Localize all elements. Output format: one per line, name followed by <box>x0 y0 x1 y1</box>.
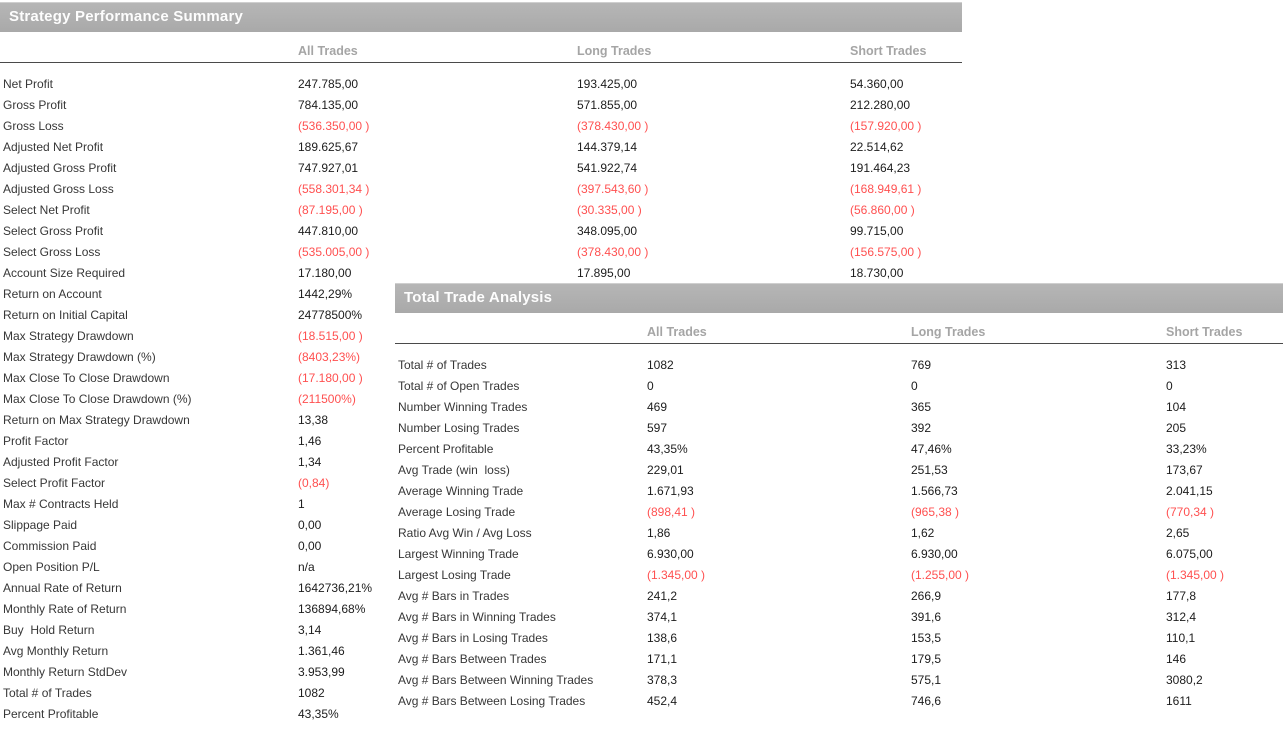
row-value: 6.930,00 <box>911 547 958 561</box>
row-label: Adjusted Profit Factor <box>3 455 119 469</box>
row-value: 3080,2 <box>1166 673 1203 687</box>
row-label: Total # of Open Trades <box>398 379 520 393</box>
table-row <box>395 523 1283 544</box>
row-value: 146 <box>1166 652 1187 666</box>
row-label: Avg # Bars in Winning Trades <box>398 610 556 624</box>
row-value: 1442,29% <box>298 287 353 301</box>
column-headers <box>395 321 1283 344</box>
table-row <box>0 116 962 137</box>
row-value: 3,14 <box>298 623 322 637</box>
row-value: (770,34 ) <box>1166 505 1215 519</box>
row-label: Buy Hold Return <box>3 623 95 637</box>
row-label: Ratio Avg Win / Avg Loss <box>398 526 532 540</box>
column-header-all-trades: All Trades <box>298 44 358 58</box>
table-row <box>395 460 1283 481</box>
row-label: Total # of Trades <box>398 358 487 372</box>
row-value: 747.927,01 <box>298 161 359 175</box>
row-value: 1.566,73 <box>911 484 958 498</box>
row-value: 1,34 <box>298 455 322 469</box>
row-value: (8403,23%) <box>298 350 361 364</box>
row-value: 43,35% <box>647 442 688 456</box>
row-label: Avg Monthly Return <box>3 644 109 658</box>
row-value: 746,6 <box>911 694 942 708</box>
row-value: 1,62 <box>911 526 935 540</box>
row-value: 189.625,67 <box>298 140 359 154</box>
table-row <box>395 481 1283 502</box>
row-label: Number Losing Trades <box>398 421 520 435</box>
row-label: Return on Account <box>3 287 102 301</box>
row-label: Avg # Bars Between Trades <box>398 652 547 666</box>
row-value: 173,67 <box>1166 463 1203 477</box>
row-value: (965,38 ) <box>911 505 960 519</box>
row-value: 229,01 <box>647 463 684 477</box>
strategy-performance-summary-title-bar <box>0 2 962 32</box>
row-label: Monthly Rate of Return <box>3 602 127 616</box>
row-value: 205 <box>1166 421 1187 435</box>
row-value: (898,41 ) <box>647 505 696 519</box>
row-value: 193.425,00 <box>577 77 638 91</box>
table-row <box>395 502 1283 523</box>
row-value: (378.430,00 ) <box>577 245 649 259</box>
row-value: 6.075,00 <box>1166 547 1213 561</box>
row-label: Max Close To Close Drawdown (%) <box>3 392 192 406</box>
row-value: 179,5 <box>911 652 942 666</box>
row-label: Gross Profit <box>3 98 67 112</box>
row-value: (535.005,00 ) <box>298 245 370 259</box>
table-row <box>395 691 1283 712</box>
row-label: Max # Contracts Held <box>3 497 119 511</box>
column-header-long-trades: Long Trades <box>911 325 986 339</box>
row-label: Gross Loss <box>3 119 64 133</box>
row-value: 6.930,00 <box>647 547 694 561</box>
row-value: 33,23% <box>1166 442 1207 456</box>
row-value: 136894,68% <box>298 602 366 616</box>
row-label: Avg # Bars in Losing Trades <box>398 631 548 645</box>
row-value: (397.543,60 ) <box>577 182 649 196</box>
row-value: 0,00 <box>298 518 322 532</box>
row-value: (0,84) <box>298 476 330 490</box>
table-row <box>0 158 962 179</box>
row-label: Select Gross Profit <box>3 224 104 238</box>
row-value: 0,00 <box>298 539 322 553</box>
row-value: 43,35% <box>298 707 339 721</box>
row-value: 1082 <box>647 358 674 372</box>
table-title: Total Trade Analysis <box>404 289 553 306</box>
row-value: 392 <box>911 421 932 435</box>
row-value: 0 <box>911 379 918 393</box>
column-header-short-trades: Short Trades <box>850 44 927 58</box>
row-value: 2,65 <box>1166 526 1190 540</box>
column-header-all-trades: All Trades <box>647 325 707 339</box>
row-label: Max Close To Close Drawdown <box>3 371 170 385</box>
row-value: 597 <box>647 421 668 435</box>
row-value: 0 <box>647 379 654 393</box>
row-label: Open Position P/L <box>3 560 100 574</box>
row-value: 1642736,21% <box>298 581 373 595</box>
row-value: 1,46 <box>298 434 322 448</box>
row-label: Account Size Required <box>3 266 126 280</box>
row-value: 13,38 <box>298 413 329 427</box>
row-value: 1.361,46 <box>298 644 345 658</box>
row-value: 22.514,62 <box>850 140 904 154</box>
table-row <box>0 137 962 158</box>
row-value: 54.360,00 <box>850 77 904 91</box>
row-value: (30.335,00 ) <box>577 203 642 217</box>
row-value: 3.953,99 <box>298 665 345 679</box>
row-label: Total # of Trades <box>3 686 92 700</box>
row-label: Avg # Bars Between Winning Trades <box>398 673 594 687</box>
row-value: 17.180,00 <box>298 266 352 280</box>
row-value: (1.255,00 ) <box>911 568 970 582</box>
total-trade-analysis-table <box>395 283 1283 712</box>
row-label: Slippage Paid <box>3 518 78 532</box>
row-label: Adjusted Net Profit <box>3 140 104 154</box>
column-headers <box>0 40 962 63</box>
row-value: (558.301,34 ) <box>298 182 370 196</box>
row-value: 469 <box>647 400 668 414</box>
row-value: (157.920,00 ) <box>850 119 922 133</box>
row-value: (18.515,00 ) <box>298 329 363 343</box>
row-label: Commission Paid <box>3 539 97 553</box>
table-row <box>395 544 1283 565</box>
row-value: 177,8 <box>1166 589 1197 603</box>
row-value: 575,1 <box>911 673 942 687</box>
row-value: 348.095,00 <box>577 224 638 238</box>
row-label: Max Strategy Drawdown <box>3 329 134 343</box>
row-label: Profit Factor <box>3 434 69 448</box>
table-row <box>395 397 1283 418</box>
table-row <box>0 95 962 116</box>
row-label: Avg Trade (win loss) <box>398 463 510 477</box>
row-value: 171,1 <box>647 652 678 666</box>
row-value: 138,6 <box>647 631 678 645</box>
row-label: Average Losing Trade <box>398 505 516 519</box>
row-value: (378.430,00 ) <box>577 119 649 133</box>
row-value: (156.575,00 ) <box>850 245 922 259</box>
row-label: Avg # Bars Between Losing Trades <box>398 694 586 708</box>
row-value: (56.860,00 ) <box>850 203 915 217</box>
row-value: (1.345,00 ) <box>1166 568 1225 582</box>
row-value: 571.855,00 <box>577 98 638 112</box>
row-value: 1082 <box>298 686 325 700</box>
row-label: Select Net Profit <box>3 203 90 217</box>
row-value: (87.195,00 ) <box>298 203 363 217</box>
row-value: (211500%) <box>298 392 356 406</box>
row-value: 378,3 <box>647 673 678 687</box>
column-header-spacer <box>395 321 647 343</box>
row-value: (17.180,00 ) <box>298 371 363 385</box>
row-value: 47,46% <box>911 442 952 456</box>
table-row <box>395 649 1283 670</box>
table-row <box>395 628 1283 649</box>
row-value: n/a <box>298 560 315 574</box>
row-value: 312,4 <box>1166 610 1197 624</box>
row-value: 1.671,93 <box>647 484 694 498</box>
table-row <box>395 355 1283 376</box>
table-row <box>0 242 962 263</box>
row-value: 153,5 <box>911 631 942 645</box>
row-value: 313 <box>1166 358 1187 372</box>
row-label: Largest Losing Trade <box>398 568 511 582</box>
row-value: 769 <box>911 358 932 372</box>
total-trade-analysis-title-bar <box>395 283 1283 313</box>
row-value: 241,2 <box>647 589 678 603</box>
row-label: Avg # Bars in Trades <box>398 589 510 603</box>
column-header-short-trades: Short Trades <box>1166 325 1243 339</box>
table-row <box>0 179 962 200</box>
table-row <box>0 200 962 221</box>
row-value: (1.345,00 ) <box>647 568 706 582</box>
row-value: 247.785,00 <box>298 77 359 91</box>
row-value: 1611 <box>1166 694 1192 708</box>
row-label: Adjusted Gross Loss <box>3 182 114 196</box>
row-label: Return on Initial Capital <box>3 308 128 322</box>
row-label: Percent Profitable <box>3 707 99 721</box>
table-rows <box>395 344 1283 712</box>
row-value: 0 <box>1166 379 1173 393</box>
row-value: 104 <box>1166 400 1187 414</box>
table-row <box>395 586 1283 607</box>
row-value: 24778500% <box>298 308 363 322</box>
row-label: Largest Winning Trade <box>398 547 519 561</box>
row-value: 447.810,00 <box>298 224 359 238</box>
column-header-long-trades: Long Trades <box>577 44 652 58</box>
row-value: 18.730,00 <box>850 266 904 280</box>
row-value: 391,6 <box>911 610 942 624</box>
row-value: 251,53 <box>911 463 948 477</box>
row-value: 365 <box>911 400 932 414</box>
table-row <box>395 565 1283 586</box>
table-row <box>395 418 1283 439</box>
row-value: 191.464,23 <box>850 161 911 175</box>
row-value: 1,86 <box>647 526 671 540</box>
table-row <box>0 74 962 95</box>
row-value: 144.379,14 <box>577 140 638 154</box>
row-label: Max Strategy Drawdown (%) <box>3 350 156 364</box>
row-label: Net Profit <box>3 77 54 91</box>
row-value: (168.949,61 ) <box>850 182 922 196</box>
row-value: 110,1 <box>1166 631 1196 645</box>
row-label: Average Winning Trade <box>398 484 524 498</box>
row-value: 1 <box>298 497 305 511</box>
row-value: 452,4 <box>647 694 678 708</box>
table-row <box>395 439 1283 460</box>
table-row <box>0 221 962 242</box>
row-value: 2.041,15 <box>1166 484 1213 498</box>
row-label: Return on Max Strategy Drawdown <box>3 413 190 427</box>
row-label: Select Profit Factor <box>3 476 106 490</box>
table-row <box>395 376 1283 397</box>
row-label: Select Gross Loss <box>3 245 101 259</box>
table-row <box>395 607 1283 628</box>
row-value: 212.280,00 <box>850 98 911 112</box>
row-value: 17.895,00 <box>577 266 631 280</box>
row-value: 266,9 <box>911 589 942 603</box>
row-label: Annual Rate of Return <box>3 581 122 595</box>
row-value: 784.135,00 <box>298 98 359 112</box>
row-label: Percent Profitable <box>398 442 494 456</box>
row-value: 99.715,00 <box>850 224 904 238</box>
column-header-spacer <box>0 40 298 62</box>
table-row <box>0 263 962 284</box>
row-label: Number Winning Trades <box>398 400 528 414</box>
row-value: (536.350,00 ) <box>298 119 370 133</box>
row-value: 541.922,74 <box>577 161 638 175</box>
table-title: Strategy Performance Summary <box>9 8 244 25</box>
row-label: Adjusted Gross Profit <box>3 161 117 175</box>
table-row <box>395 670 1283 691</box>
row-value: 374,1 <box>647 610 678 624</box>
row-label: Monthly Return StdDev <box>3 665 128 679</box>
